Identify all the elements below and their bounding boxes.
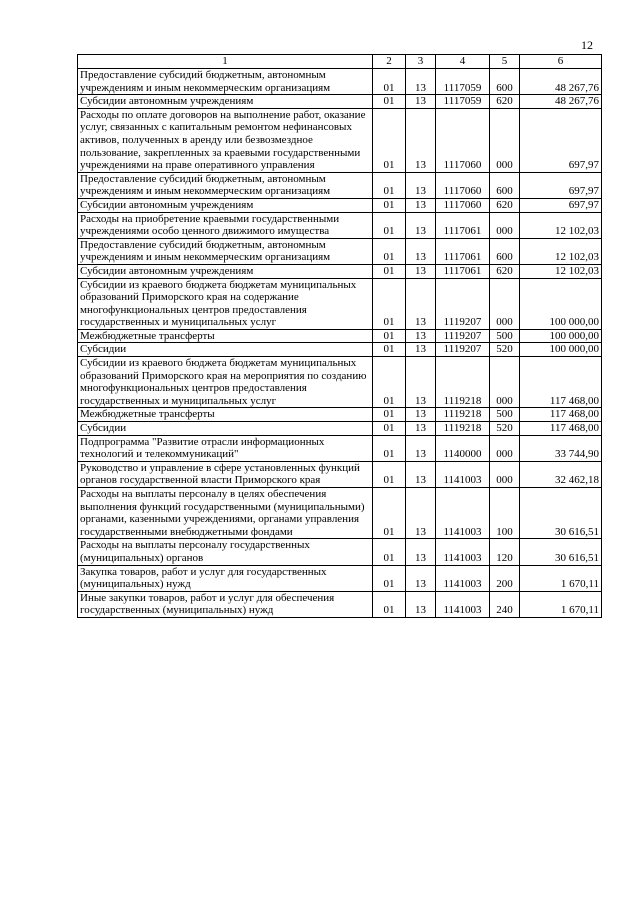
row-target-article: 1141003 xyxy=(436,461,490,487)
row-amount: 100 000,00 xyxy=(520,343,602,357)
row-section: 01 xyxy=(373,357,406,408)
row-amount: 32 462,18 xyxy=(520,461,602,487)
table-row xyxy=(78,591,602,617)
table-row xyxy=(78,69,602,95)
row-subsection: 13 xyxy=(406,343,436,357)
row-target-article: 1141003 xyxy=(436,539,490,565)
page-number: 12 xyxy=(581,38,593,52)
row-target-article: 1119207 xyxy=(436,329,490,343)
row-expense-type: 000 xyxy=(490,461,520,487)
row-expense-type: 500 xyxy=(490,329,520,343)
row-name: Иные закупки товаров, работ и услуг для обеспечения государственных (муниципальных) нужд xyxy=(78,591,373,617)
row-target-article: 1117061 xyxy=(436,264,490,278)
row-amount: 48 267,76 xyxy=(520,95,602,109)
col-header-6: 6 xyxy=(520,55,602,69)
row-name: Подпрограмма "Развитие отрасли информационных технологий и телекоммуникаций" xyxy=(78,435,373,461)
table-row xyxy=(78,461,602,487)
row-target-article: 1119207 xyxy=(436,343,490,357)
row-name: Закупка товаров, работ и услуг для государственных (муниципальных) нужд xyxy=(78,565,373,591)
row-name: Расходы на выплаты персоналу в целях обеспечения выполнения функций государственными (муниципальными) органами, казенными учреждениями, органами управления государственными внебюджетными фондами xyxy=(78,488,373,539)
row-name: Субсидии xyxy=(78,422,373,436)
row-expense-type: 520 xyxy=(490,343,520,357)
row-subsection: 13 xyxy=(406,461,436,487)
row-subsection: 13 xyxy=(406,238,436,264)
budget-table xyxy=(77,54,602,618)
row-target-article: 1119207 xyxy=(436,278,490,329)
row-subsection: 13 xyxy=(406,329,436,343)
row-section: 01 xyxy=(373,488,406,539)
row-amount: 12 102,03 xyxy=(520,238,602,264)
col-header-1: 1 xyxy=(78,55,373,69)
row-amount: 12 102,03 xyxy=(520,264,602,278)
col-header-5: 5 xyxy=(490,55,520,69)
row-name: Расходы по оплате договоров на выполнение работ, оказание услуг, связанных с капитальным ремонтом нефинансовых активов, полученных в аренду или безвозмездное пользование, закрепленных за краевыми государственными учреждениями на праве оперативного управления xyxy=(78,108,373,172)
row-name: Субсидии xyxy=(78,343,373,357)
row-expense-type: 600 xyxy=(490,69,520,95)
row-section: 01 xyxy=(373,238,406,264)
row-amount: 697,97 xyxy=(520,172,602,198)
row-target-article: 1119218 xyxy=(436,422,490,436)
row-section: 01 xyxy=(373,198,406,212)
row-target-article: 1117060 xyxy=(436,108,490,172)
table-row xyxy=(78,212,602,238)
row-section: 01 xyxy=(373,95,406,109)
row-name: Субсидии автономным учреждениям xyxy=(78,198,373,212)
table-row xyxy=(78,108,602,172)
row-amount: 117 468,00 xyxy=(520,422,602,436)
row-expense-type: 000 xyxy=(490,357,520,408)
row-amount: 12 102,03 xyxy=(520,212,602,238)
row-name: Субсидии из краевого бюджета бюджетам муниципальных образований Приморского края на содержание многофункциональных центров предоставления государственных и муниципальных услуг xyxy=(78,278,373,329)
row-section: 01 xyxy=(373,422,406,436)
row-expense-type: 600 xyxy=(490,172,520,198)
row-name: Предоставление субсидий бюджетным, автономным учреждениям и иным некоммерческим организациям xyxy=(78,172,373,198)
row-subsection: 13 xyxy=(406,108,436,172)
row-amount: 48 267,76 xyxy=(520,69,602,95)
row-subsection: 13 xyxy=(406,69,436,95)
row-section: 01 xyxy=(373,108,406,172)
row-name: Руководство и управление в сфере установленных функций органов государственной власти Приморского края xyxy=(78,461,373,487)
col-header-3: 3 xyxy=(406,55,436,69)
row-name: Субсидии автономным учреждениям xyxy=(78,95,373,109)
row-expense-type: 200 xyxy=(490,565,520,591)
row-expense-type: 620 xyxy=(490,264,520,278)
row-amount: 117 468,00 xyxy=(520,408,602,422)
row-subsection: 13 xyxy=(406,357,436,408)
row-subsection: 13 xyxy=(406,565,436,591)
table-row xyxy=(78,408,602,422)
row-name: Расходы на приобретение краевыми государственными учреждениями особо ценного движимого имущества xyxy=(78,212,373,238)
row-subsection: 13 xyxy=(406,198,436,212)
table-row xyxy=(78,539,602,565)
table-row xyxy=(78,343,602,357)
row-amount: 100 000,00 xyxy=(520,278,602,329)
row-name: Субсидии из краевого бюджета бюджетам муниципальных образований Приморского края на мероприятия по созданию многофункциональных центров предоставления государственных и муниципальных услуг xyxy=(78,357,373,408)
header-row xyxy=(78,55,602,69)
row-amount: 33 744,90 xyxy=(520,435,602,461)
row-section: 01 xyxy=(373,565,406,591)
row-expense-type: 000 xyxy=(490,278,520,329)
table-row xyxy=(78,357,602,408)
row-section: 01 xyxy=(373,172,406,198)
row-section: 01 xyxy=(373,212,406,238)
row-amount: 117 468,00 xyxy=(520,357,602,408)
row-amount: 30 616,51 xyxy=(520,488,602,539)
row-target-article: 1119218 xyxy=(436,357,490,408)
row-section: 01 xyxy=(373,435,406,461)
row-subsection: 13 xyxy=(406,539,436,565)
table-row xyxy=(78,172,602,198)
row-subsection: 13 xyxy=(406,95,436,109)
row-expense-type: 520 xyxy=(490,422,520,436)
row-subsection: 13 xyxy=(406,278,436,329)
row-expense-type: 000 xyxy=(490,435,520,461)
row-target-article: 1117060 xyxy=(436,198,490,212)
row-subsection: 13 xyxy=(406,408,436,422)
table-row xyxy=(78,264,602,278)
row-section: 01 xyxy=(373,408,406,422)
row-target-article: 1117061 xyxy=(436,212,490,238)
row-target-article: 1117059 xyxy=(436,95,490,109)
table-row xyxy=(78,565,602,591)
row-expense-type: 000 xyxy=(490,212,520,238)
row-target-article: 1141003 xyxy=(436,591,490,617)
table-row xyxy=(78,95,602,109)
row-section: 01 xyxy=(373,69,406,95)
row-subsection: 13 xyxy=(406,422,436,436)
row-expense-type: 100 xyxy=(490,488,520,539)
row-target-article: 1141003 xyxy=(436,488,490,539)
col-header-2: 2 xyxy=(373,55,406,69)
row-expense-type: 620 xyxy=(490,95,520,109)
row-subsection: 13 xyxy=(406,435,436,461)
col-header-4: 4 xyxy=(436,55,490,69)
table-row xyxy=(78,238,602,264)
row-name: Субсидии автономным учреждениям xyxy=(78,264,373,278)
table-row xyxy=(78,278,602,329)
row-amount: 30 616,51 xyxy=(520,539,602,565)
row-section: 01 xyxy=(373,329,406,343)
row-subsection: 13 xyxy=(406,212,436,238)
row-expense-type: 600 xyxy=(490,238,520,264)
row-name: Предоставление субсидий бюджетным, автономным учреждениям и иным некоммерческим организациям xyxy=(78,69,373,95)
row-subsection: 13 xyxy=(406,488,436,539)
row-target-article: 1117061 xyxy=(436,238,490,264)
row-expense-type: 620 xyxy=(490,198,520,212)
row-name: Межбюджетные трансферты xyxy=(78,408,373,422)
table-row xyxy=(78,198,602,212)
row-section: 01 xyxy=(373,461,406,487)
row-section: 01 xyxy=(373,539,406,565)
row-section: 01 xyxy=(373,343,406,357)
row-target-article: 1141003 xyxy=(436,565,490,591)
row-amount: 697,97 xyxy=(520,198,602,212)
row-amount: 100 000,00 xyxy=(520,329,602,343)
row-target-article: 1117060 xyxy=(436,172,490,198)
row-expense-type: 240 xyxy=(490,591,520,617)
row-target-article: 1140000 xyxy=(436,435,490,461)
row-amount: 1 670,11 xyxy=(520,591,602,617)
row-amount: 697,97 xyxy=(520,108,602,172)
row-expense-type: 500 xyxy=(490,408,520,422)
table-row xyxy=(78,422,602,436)
row-amount: 1 670,11 xyxy=(520,565,602,591)
row-expense-type: 120 xyxy=(490,539,520,565)
row-name: Предоставление субсидий бюджетным, автономным учреждениям и иным некоммерческим организациям xyxy=(78,238,373,264)
row-expense-type: 000 xyxy=(490,108,520,172)
row-subsection: 13 xyxy=(406,591,436,617)
row-section: 01 xyxy=(373,278,406,329)
row-subsection: 13 xyxy=(406,264,436,278)
row-target-article: 1119218 xyxy=(436,408,490,422)
table-row xyxy=(78,329,602,343)
row-subsection: 13 xyxy=(406,172,436,198)
table-row xyxy=(78,435,602,461)
row-section: 01 xyxy=(373,591,406,617)
row-section: 01 xyxy=(373,264,406,278)
table-row xyxy=(78,488,602,539)
row-target-article: 1117059 xyxy=(436,69,490,95)
row-name: Межбюджетные трансферты xyxy=(78,329,373,343)
row-name: Расходы на выплаты персоналу государственных (муниципальных) органов xyxy=(78,539,373,565)
